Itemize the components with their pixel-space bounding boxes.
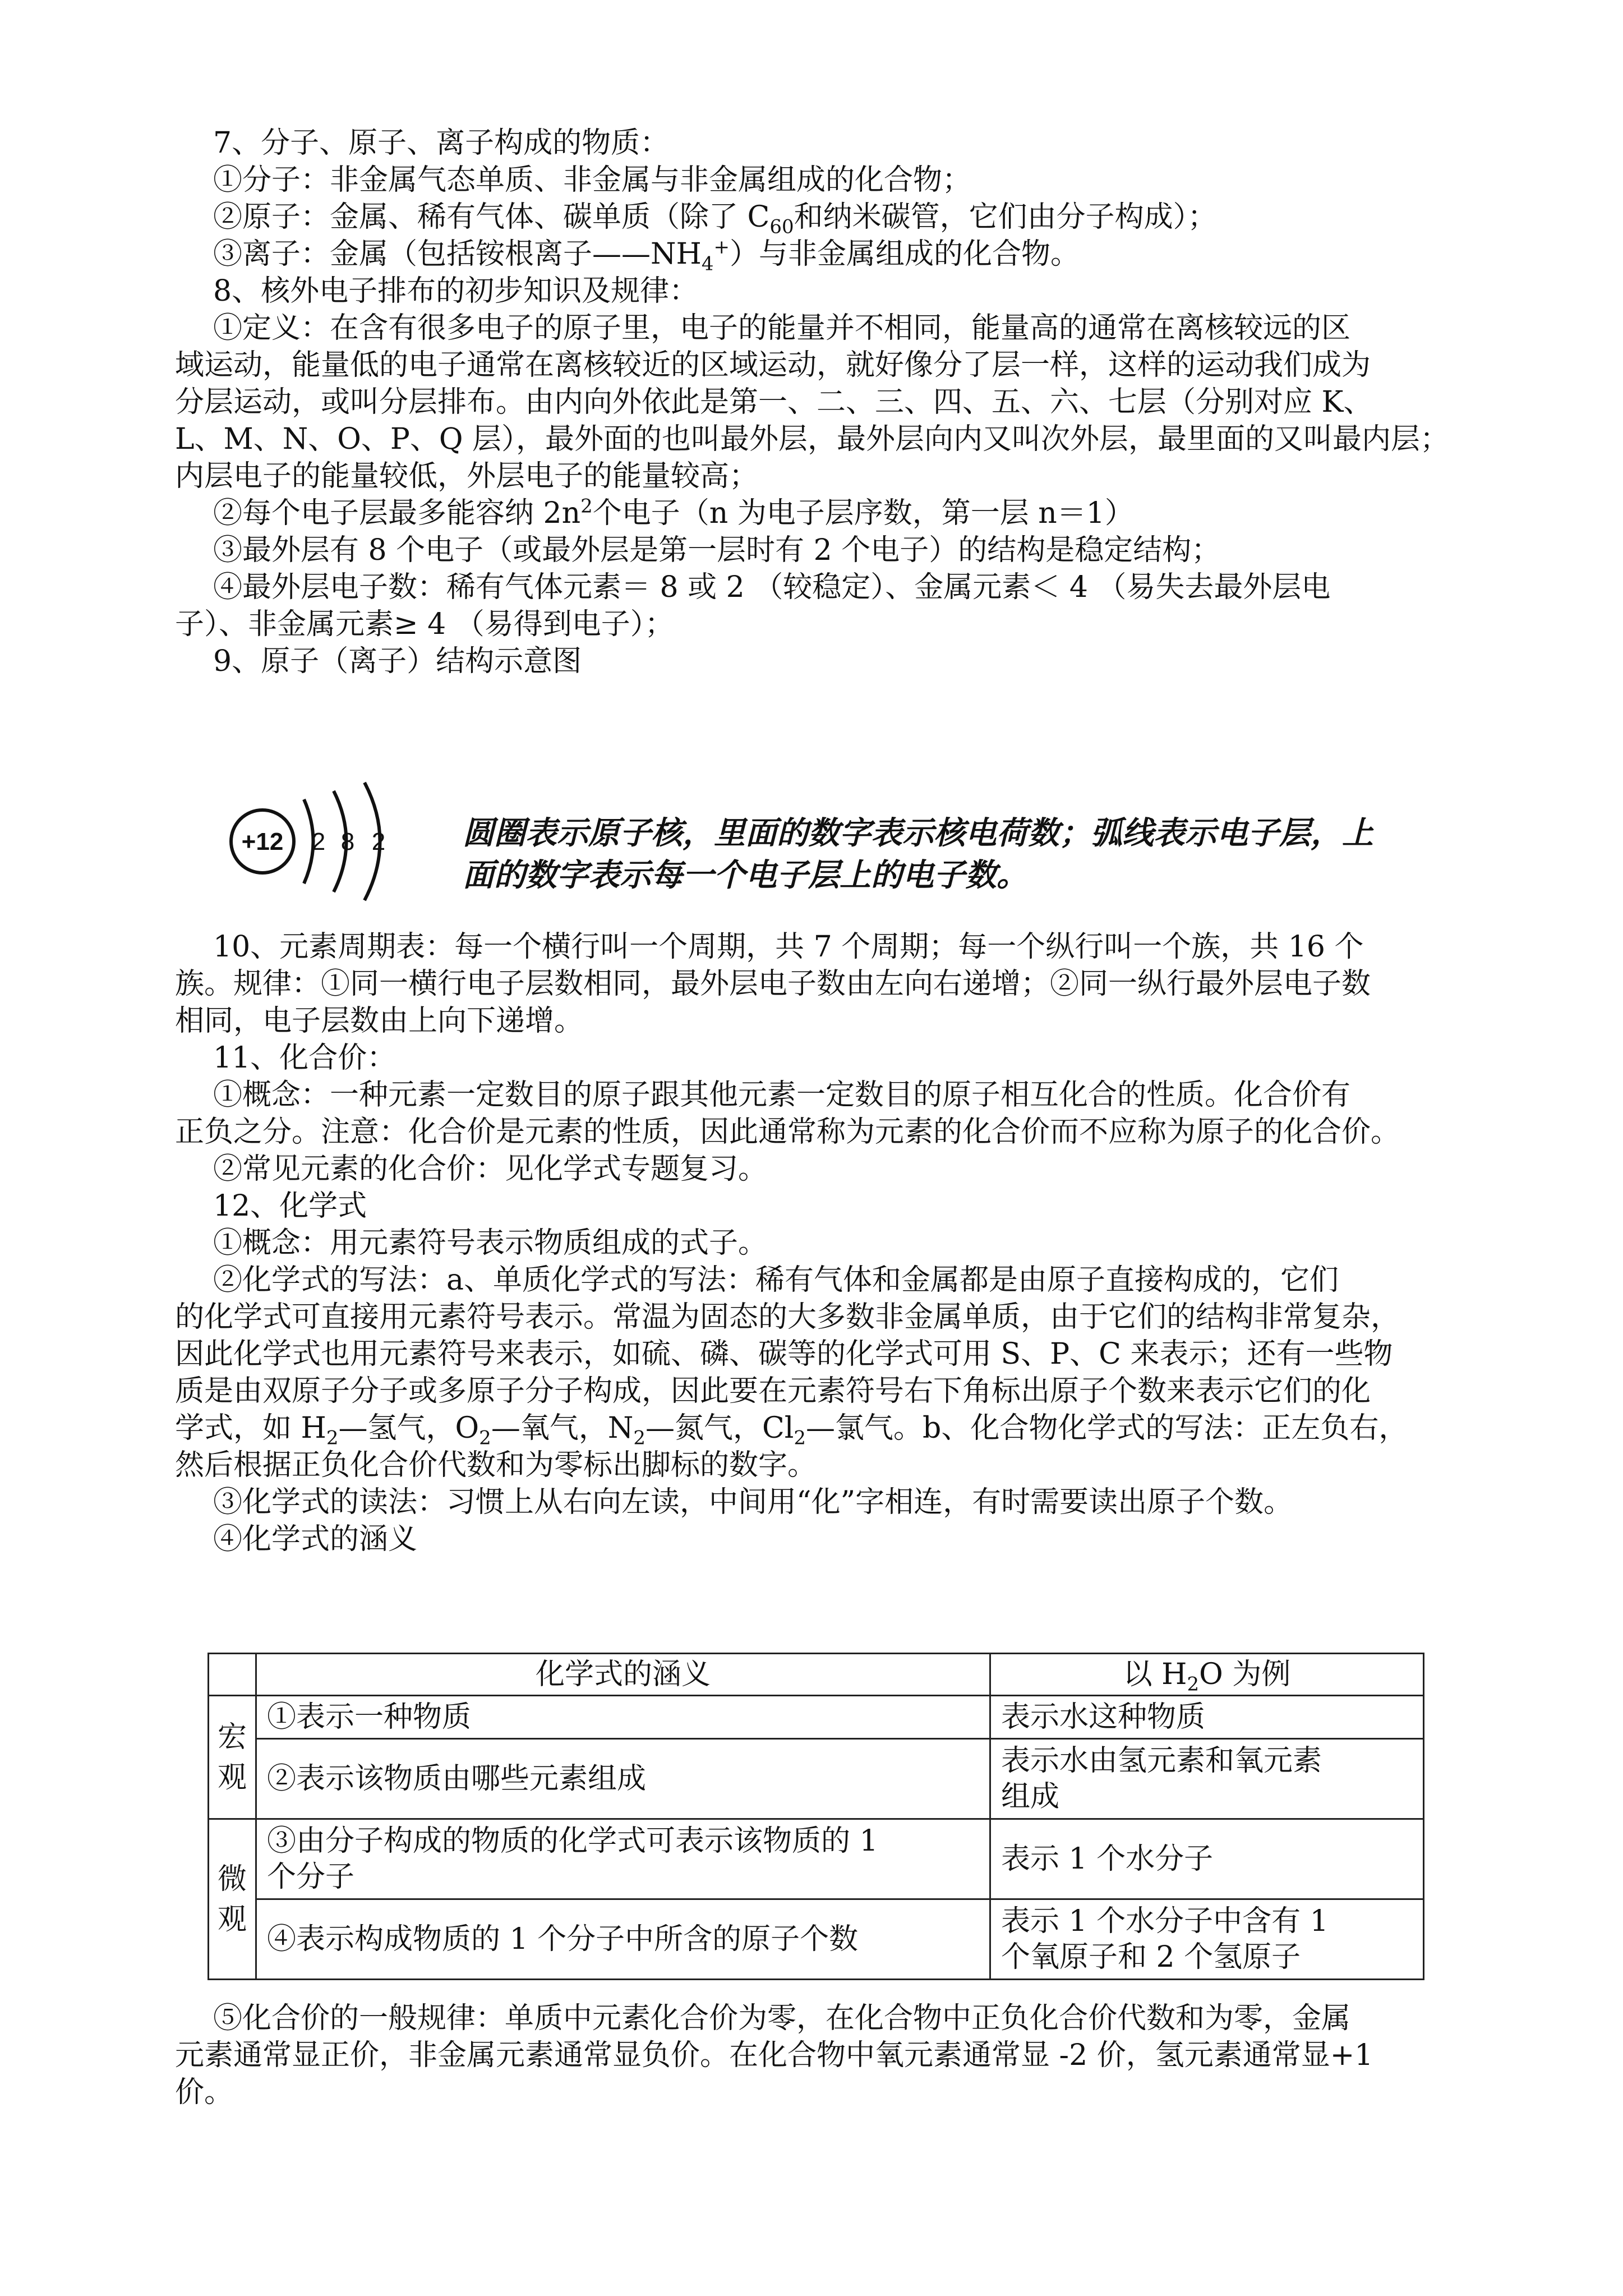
paragraph-line: 然后根据正负化合价代数和为零标出脚标的数字。 [175, 1448, 817, 1482]
paragraph-line: ①定义：在含有很多电子的原子里，电子的能量并不相同，能量高的通常在离核较远的区 [213, 311, 1351, 345]
table-cell: 表示水由氢元素和氧元素 组成 [990, 1739, 1424, 1819]
heading-12: 12、化学式 [213, 1189, 367, 1223]
header-example: 以 $H_2O$ 为例 [990, 1654, 1424, 1696]
paragraph-line: 质是由双原子分子或多原子分子构成，因此要在元素符号右下角标出原子个数来表示它们的化 [175, 1374, 1371, 1408]
table-row [209, 1696, 1424, 1739]
table-row [209, 1899, 1424, 1980]
paragraph-line: 价。 [175, 2076, 234, 2109]
paragraph-line: 因此化学式也用元素符号来表示，如硫、磷、碳等的化学式可用 S、P、C 来表示；还有一些物 [175, 1337, 1393, 1371]
formula-meaning-table [208, 1653, 1424, 1980]
shell-2-electrons: 8 [340, 828, 355, 855]
table-row [209, 1819, 1424, 1899]
paragraph-line: 分层运动，或叫分层排布。由内向外依此是第一、二、三、四、五、六、七层（分别对应 K、 [175, 385, 1373, 419]
paragraph-line: ①概念：一种元素一定数目的原子跟其他元素一定数目的原子相互化合的性质。化合价有 [213, 1078, 1351, 1112]
table-cell: ①表示一种物质 [256, 1696, 990, 1739]
paragraph-line: ①分子：非金属气态单质、非金属与非金属组成的化合物； [213, 163, 972, 197]
paragraph-line: 内层电子的能量较低，外层电子的能量较高； [175, 459, 759, 493]
table-row [209, 1739, 1424, 1819]
paragraph-line: 族。规律：①同一横行电子层数相同，最外层电子数由左向右递增；②同一纵行最外层电子数 [175, 967, 1371, 1001]
table-cell: 表示水这种物质 [990, 1696, 1424, 1739]
heading-9: 9、原子（离子）结构示意图 [213, 645, 582, 678]
table-cell: ③由分子构成的物质的化学式可表示该物质的 1 个分子 [256, 1819, 990, 1899]
paragraph-line: L、M、N、O、P、Q 层），最外面的也叫最外层，最外层向内又叫次外层，最里面的又叫最内层； [175, 422, 1450, 456]
table-header-row [209, 1654, 1424, 1696]
paragraph-line: ③化学式的读法：习惯上从右向左读，中间用“化”字相连，有时需要读出原子个数。 [213, 1485, 1293, 1519]
heading-11: 11、化合价： [213, 1041, 396, 1075]
paragraph-line: 子）、非金属元素≥ 4 （易得到电子）； [175, 608, 674, 641]
nucleus-charge: +12 [241, 828, 284, 855]
table-cell: 表示 1 个水分子中含有 1 个氧原子和 2 个氢原子 [990, 1899, 1424, 1980]
header-meaning: 化学式的涵义 [256, 1654, 990, 1696]
paragraph-line: ③最外层有 8 个电子（或最外层是第一层时有 2 个电子）的结构是稳定结构； [213, 533, 1221, 567]
heading-8: 8、核外电子排布的初步知识及规律： [213, 274, 699, 308]
paragraph-line: ④化学式的涵义 [213, 1522, 418, 1556]
macro-label: 宏 观 [209, 1696, 256, 1819]
atom-structure-diagram [224, 777, 404, 906]
heading-10: 10、元素周期表：每一个横行叫一个周期，共 7 个周期；每一个纵行叫一个族，共 16 个 [213, 930, 1364, 964]
paragraph-line: 域运动，能量低的电子通常在离核较近的区域运动，就好像分了层一样，这样的运动我们成为 [175, 348, 1371, 382]
micro-label: 微 观 [209, 1819, 256, 1980]
diagram-note: 面的数字表示每一个电子层上的电子数。 [463, 857, 1028, 894]
shell-3-electrons: 2 [371, 828, 386, 855]
paragraph-line: 的化学式可直接用元素符号表示。常温为固态的大多数非金属单质，由于它们的结构非常复杂， [175, 1300, 1400, 1334]
paragraph-line: ①概念：用元素符号表示物质组成的式子。 [213, 1226, 768, 1260]
paragraph-line: ②原子：金属、稀有气体、碳单质（除了 $C_{60}$和纳米碳管，它们由分子构成）； [213, 200, 1217, 238]
diagram-note: 圆圈表示原子核，里面的数字表示核电荷数；弧线表示电子层，上 [463, 815, 1373, 852]
paragraph-line: 相同，电子层数由上向下递增。 [175, 1004, 584, 1038]
paragraph-line: ⑤化合价的一般规律：单质中元素化合价为零，在化合物中正负化合价代数和为零，金属 [213, 2001, 1351, 2035]
paragraph-line: 学式，如 $H_2—$氢气，$O_2—$氧气，$N_2—$氮气，$Cl_2—$氯气。b、化合物化学式的写法：正左负右， [175, 1411, 1408, 1450]
table-cell: 表示 1 个水分子 [990, 1819, 1424, 1899]
table-cell: ④表示构成物质的 1 个分子中所含的原子个数 [256, 1899, 990, 1980]
paragraph-line: ②化学式的写法：a、单质化学式的写法：稀有气体和金属都是由原子直接构成的，它们 [213, 1263, 1339, 1297]
paragraph-line: ②常见元素的化合价：见化学式专题复习。 [213, 1152, 768, 1186]
shell-1-electrons: 2 [311, 828, 326, 855]
paragraph-line: 正负之分。注意：化合价是元素的性质，因此通常称为元素的化合价而不应称为原子的化合价。 [175, 1115, 1400, 1149]
table-cell: ②表示该物质由哪些元素组成 [256, 1739, 990, 1819]
paragraph-line: ②每个电子层最多能容纳 $2n^2$个电子（n 为电子层序数，第一层 n＝1） [213, 495, 1134, 530]
paragraph-line: ④最外层电子数：稀有气体元素＝ 8 或 2 （较稳定）、金属元素＜ 4 （易失去最外层电 [213, 570, 1331, 604]
table-corner-cell [209, 1654, 256, 1696]
paragraph-line: ③离子：金属（包括铵根离子$——NH_4^+$）与非金属组成的化合物。 [213, 236, 1080, 275]
paragraph-line: 元素通常显正价，非金属元素通常显负价。在化合物中氧元素通常显 -2 价，氢元素通常显+1 [175, 2039, 1373, 2072]
heading-7: 7、分子、原子、离子构成的物质： [213, 126, 670, 160]
